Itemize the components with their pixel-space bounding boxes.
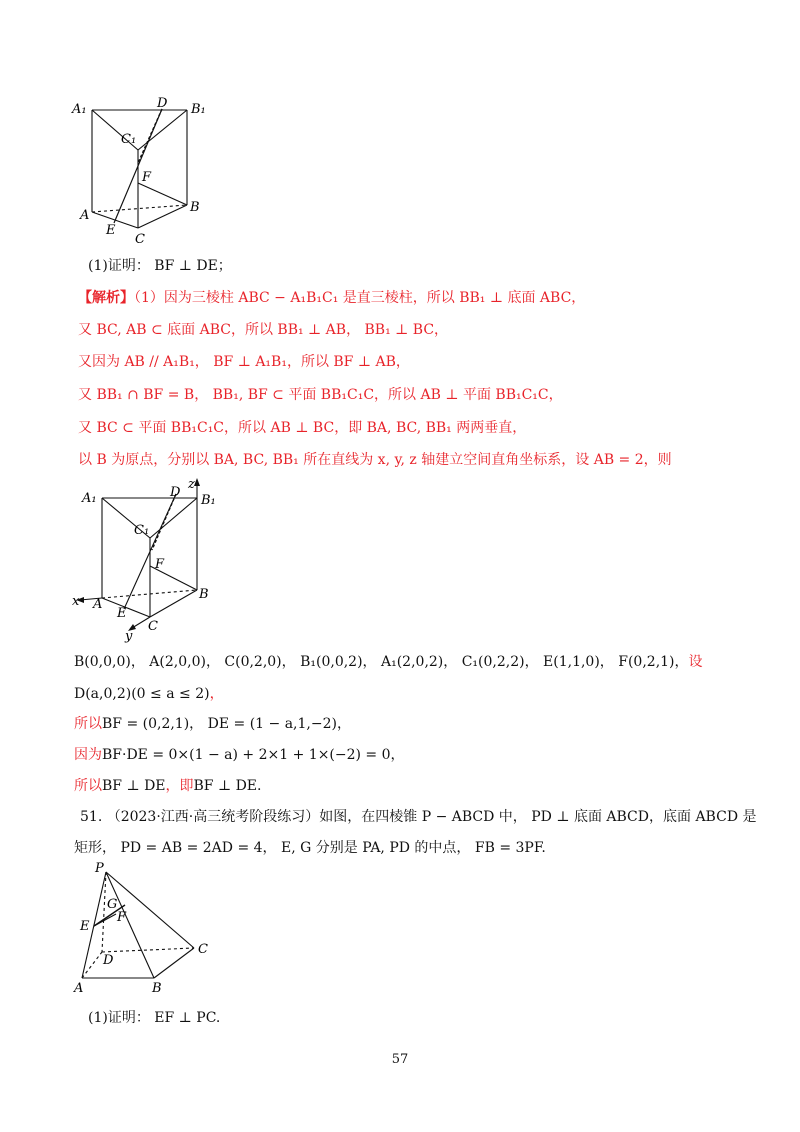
label-A: A [80, 208, 90, 223]
coords-line-1 [74, 652, 703, 672]
axis-label-x: x [72, 594, 80, 609]
solution-line-1-text: （1）因为三棱柱 ABC − A₁B₁C₁ 是直三棱柱，所以 BB₁ ⊥ 底面 ABC， [134, 290, 586, 306]
coords-namely: ，即 [165, 778, 194, 794]
label-E: E [117, 606, 127, 621]
solution-line-5: 又 BC ⊂ 平面 BB₁C₁C，所以 AB ⊥ BC，即 BA, BC, BB₁ 两两垂直， [78, 420, 527, 436]
coords-vectors: BF = (0,2,1)， DE = (1 − a,1,−2)， [102, 716, 351, 732]
coords-line-5 [74, 776, 261, 796]
coords-line-3 [74, 714, 351, 734]
question-line-1: (1)证明： BF ⊥ DE； [88, 258, 232, 274]
figure-pyramid [70, 860, 220, 1000]
label-G: G [107, 897, 118, 912]
label-C1: C₁ [121, 132, 137, 147]
label-B: B [199, 587, 209, 602]
solution-line-3: 又因为 AB // A₁B₁， BF ⊥ A₁B₁，所以 BF ⊥ AB， [78, 354, 410, 370]
label-P: P [95, 861, 104, 876]
label-A1: A₁ [82, 491, 97, 506]
question-line-2: (1)证明： EF ⊥ PC. [88, 1010, 221, 1026]
label-D: D [170, 485, 181, 500]
coords-line-2 [74, 684, 224, 704]
label-A: A [74, 981, 84, 996]
coords-point-d: D(a,0,2)(0 ≤ a ≤ 2) [74, 686, 210, 702]
label-E: E [106, 223, 116, 238]
label-A1: A₁ [72, 102, 87, 117]
label-C1: C₁ [134, 523, 150, 538]
coords-dot-product: BF·DE = 0×(1 − a) + 2×1 + 1×(−2) = 0， [102, 747, 405, 763]
axis-label-z: z [188, 478, 195, 492]
problem-51-line-2: 矩形， PD = AB = 2AD = 4， E, G 分别是 PA, PD 的中点， FB = 3PF. [74, 840, 546, 856]
figure-prism-1 [70, 95, 220, 245]
label-B: B [152, 981, 162, 996]
coords-because: 因为 [74, 747, 102, 763]
coords-let: 设 [688, 654, 703, 670]
label-C: C [198, 942, 208, 957]
coords-so: 所以 [74, 716, 102, 732]
problem-51-line-1: 51. （2023·江西·高三统考阶段练习）如图，在四棱锥 P − ABCD 中， PD ⊥ 底面 ABCD，底面 ABCD 是 [80, 809, 757, 825]
axis-label-y: y [125, 629, 133, 643]
label-E: E [80, 919, 90, 934]
solution-line-6: 以 B 为原点，分别以 BA, BC, BB₁ 所在直线为 x, y, z 轴建立空间直角坐标系，设 AB = 2，则 [78, 452, 672, 468]
label-A: A [93, 597, 103, 612]
label-B: B [190, 200, 200, 215]
coords-line-4 [74, 745, 405, 765]
coords-comma: ， [209, 686, 224, 702]
label-C: C [148, 619, 158, 634]
label-B1: B₁ [191, 102, 206, 117]
label-F: F [155, 557, 165, 572]
figure-prism-axes [70, 478, 230, 643]
page-number: 57 [391, 1052, 409, 1067]
coords-points: B(0,0,0)， A(2,0,0)， C(0,2,0)， B₁(0,0,2)， A₁(2,0,2)， C₁(0,2,2)， E(1,1,0)， F(0,2,1)， [74, 654, 689, 670]
coords-so-2: 所以 [74, 778, 102, 794]
label-D: D [157, 96, 168, 111]
label-C: C [135, 232, 145, 245]
solution-line-2: 又 BC, AB ⊂ 底面 ABC，所以 BB₁ ⊥ AB， BB₁ ⊥ BC， [78, 322, 449, 338]
label-D: D [103, 953, 114, 968]
solution-line-4: 又 BB₁ ∩ BF = B， BB₁, BF ⊂ 平面 BB₁C₁C，所以 AB ⊥ 平面 BB₁C₁C， [78, 387, 563, 403]
coords-perp-line: BF ⊥ DE. [193, 778, 262, 794]
solution-tag: 【解析】 [78, 290, 134, 306]
label-F: F [142, 170, 152, 185]
solution-line-1 [78, 288, 585, 308]
label-F: F [117, 910, 127, 925]
coords-perp-vec: BF ⊥ DE [102, 778, 166, 794]
label-B1: B₁ [201, 493, 216, 508]
